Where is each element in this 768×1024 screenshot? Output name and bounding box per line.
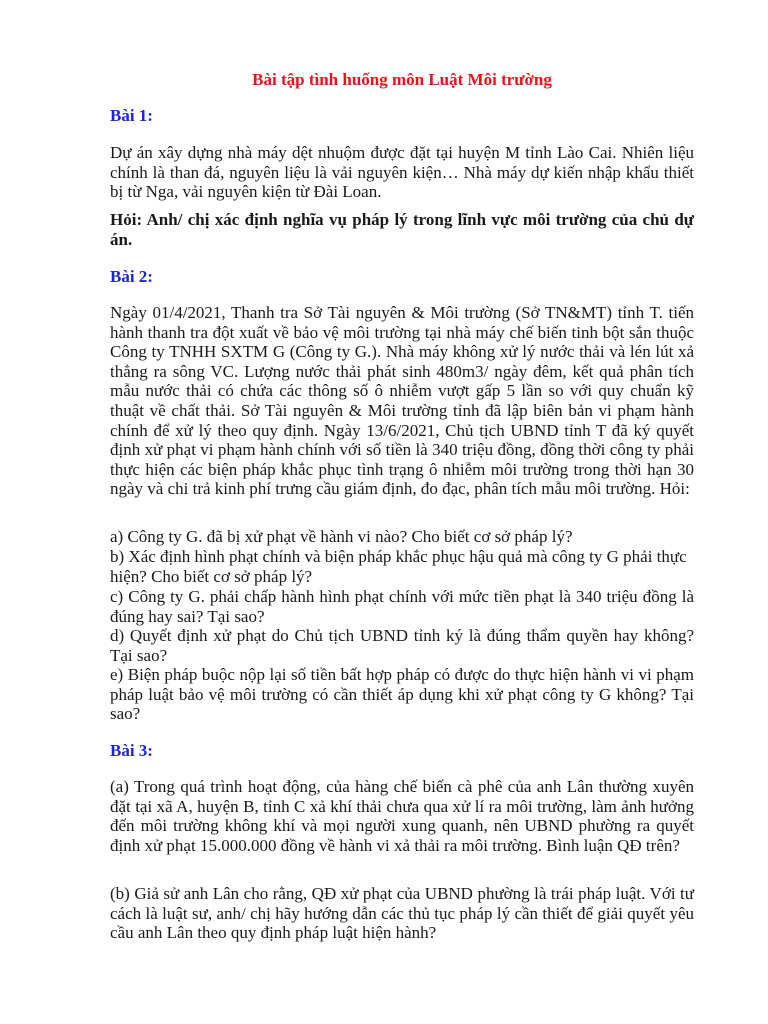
exercise-2-question-a: a) Công ty G. đã bị xử phạt về hành vi nào? Cho biết cơ sở pháp lý?	[110, 527, 573, 546]
exercise-2-heading: Bài 2:	[110, 267, 153, 286]
exercise-1-question: Hỏi: Anh/ chị xác định nghĩa vụ pháp lý trong lĩnh vực môi trường của chủ dự án.	[110, 210, 694, 249]
exercise-2-question-d: d) Quyết định xử phạt do Chủ tịch UBND tỉnh ký là đúng thẩm quyền hay không? Tại sao?	[110, 626, 694, 665]
exercise-2-paragraph: Ngày 01/4/2021, Thanh tra Sở Tài nguyên & Môi trường (Sở TN&MT) tỉnh T. tiến hành thanh tra đột xuất về bảo vệ môi trường tại nhà máy chế biến tinh bột sắn thuộc Công ty TNHH SXTM G (Công ty G.). Nhà máy không xử lý nước thải và lén lút xả thẳng ra sông VC. Lượng nước thải phát sinh 480m3/ ngày đêm, kết quả phân tích mẫu nước thải có chứa các thông số ô nhiễm vượt gấp 5 lần so với quy chuẩn kỹ thuật về chất thải. Sở Tài nguyên & Môi trường tỉnh đã lập biên bản vi phạm hành chính để xử lý theo quy định. Ngày 13/6/2021, Chủ tịch UBND tỉnh T đã ký quyết định xử phạt vi phạm hành chính với số tiền là 340 triệu đồng, đồng thời công ty phải thực hiện các biện pháp khắc phục tình trạng ô nhiễm môi trường trong thời hạn 30 ngày và chi trả kinh phí trưng cầu giám định, đo đạc, phân tích mẫu môi trường. Hỏi:	[110, 303, 694, 499]
exercise-1-paragraph: Dự án xây dựng nhà máy dệt nhuộm được đặt tại huyện M tỉnh Lào Cai. Nhiên liệu chính là than đá, nguyên liệu là vải nguyên kiện… Nhà máy dự kiến nhập khẩu thiết bị từ Nga, vải nguyên kiện từ Đài Loan.	[110, 143, 694, 202]
document-title: Bài tập tình huống môn Luật Môi trường	[252, 70, 552, 89]
exercise-2-question-c: c) Công ty G. phải chấp hành hình phạt chính với mức tiền phạt là 340 triệu đồng là đúng hay sai? Tại sao?	[110, 587, 694, 626]
exercise-1-heading: Bài 1:	[110, 106, 153, 125]
exercise-2-question-b: b) Xác định hình phạt chính và biện pháp khắc phục hậu quả mà công ty G phải thực hiện? Cho biết cơ sở pháp lý?	[110, 547, 687, 586]
exercise-3-part-a: (a) Trong quá trình hoạt động, của hàng chế biến cà phê của anh Lân thường xuyên đặt tại xã A, huyện B, tỉnh C xả khí thải chưa qua xử lí ra môi trường, làm ảnh hưởng đến môi trường không khí và mọi người xung quanh, nên UBND phường ra quyết định xử phạt 15.000.000 đồng về hành vi xả thải ra môi trường. Bình luận QĐ trên?	[110, 777, 694, 855]
exercise-3-heading: Bài 3:	[110, 741, 153, 760]
exercise-3-part-b: (b) Giả sử anh Lân cho rằng, QĐ xử phạt của UBND phường là trái pháp luật. Với tư cách là luật sư, anh/ chị hãy hướng dẫn các thủ tục pháp lý cần thiết để giải quyết yêu cầu anh Lân theo quy định pháp luật hiện hành?	[110, 884, 694, 943]
exercise-2-question-e: e) Biện pháp buộc nộp lại số tiền bất hợp pháp có được do thực hiện hành vi vi phạm pháp luật bảo vệ môi trường có cần thiết áp dụng khi xử phạt công ty G không? Tại sao?	[110, 665, 694, 724]
